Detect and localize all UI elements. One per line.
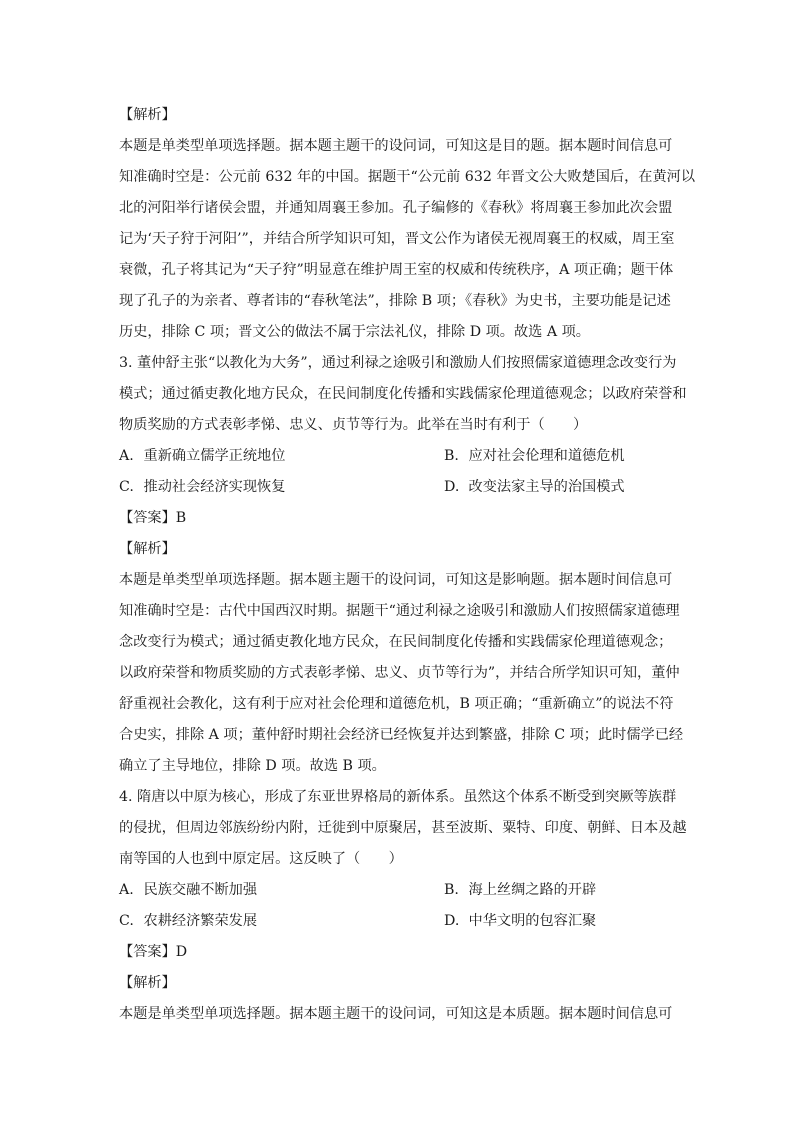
option-text: 中华文明的包容汇聚: [468, 913, 597, 929]
option-text: 农耕经济繁荣发展: [143, 913, 258, 929]
answer-label: 【答案】D: [119, 944, 188, 960]
option-c: [119, 472, 444, 503]
analysis-line: 历史，排除 C 项；晋文公的做法不属于宗法礼仪，排除 D 项。故选 A 项。: [119, 324, 590, 340]
question-stem-line: 的侵扰，但周边邻族纷纷内附，迁徙到中原聚居，甚至波斯、粟特、印度、朝鲜、日本及越: [119, 820, 687, 836]
analysis-line: 记为‘天子狩于河阳’”，并结合所学知识可知，晋文公作为诸侯无视周襄王的权威，周王室: [119, 231, 675, 247]
option-text: 改变法家主导的治国模式: [468, 479, 625, 495]
question-stem-line: 4. 隋唐以中原为核心，形成了东亚世界格局的新体系。虽然这个体系不断受到突厥等族群: [119, 789, 677, 805]
analysis-line: 衰微，孔子将其记为“天子狩”明显意在维护周王室的权威和传统秩序，A 项正确；题干体: [119, 262, 674, 278]
option-letter: B.: [444, 882, 459, 898]
option-text: 推动社会经济实现恢复: [143, 479, 286, 495]
analysis-heading: 【解析】: [119, 541, 176, 557]
options-row: [119, 906, 679, 937]
options-row: [119, 875, 679, 906]
analysis-line: 合史实，排除 A 项；董仲舒时期社会经济已经恢复并达到繁盛，排除 C 项；此时儒学已经: [119, 727, 684, 743]
analysis-line: 念改变行为模式；通过循吏教化地方民众，在民间制度化传播和实践儒家伦理道德观念；: [119, 634, 673, 650]
document-page: [119, 100, 696, 1030]
option-letter: D.: [444, 479, 460, 495]
answer-label: 【答案】B: [119, 510, 187, 526]
question-4: [119, 782, 687, 1030]
analysis-section-q2: [119, 100, 696, 348]
analysis-line: 舒重视社会教化，这有利于应对社会伦理和道德危机，B 项正确；“重新确立”的说法不符: [119, 696, 674, 712]
question-stem-line: 模式；通过循吏教化地方民众，在民间制度化传播和实践儒家伦理道德观念；以政府荣誉和: [119, 386, 687, 402]
analysis-line: 知准确时空是：公元前 632 年的中国。据题干“公元前 632 年晋文公大败楚国后，在黄河以: [119, 169, 696, 185]
analysis-line: 本题是单类型单项选择题。据本题主题干的设问词，可知这是目的题。据本题时间信息可: [119, 138, 673, 154]
analysis-heading: 【解析】: [119, 975, 176, 991]
option-letter: C.: [119, 913, 134, 929]
option-d: [444, 472, 679, 503]
option-text: 重新确立儒学正统地位: [143, 448, 286, 464]
analysis-line: 现了孔子的为亲者、尊者讳的“春秋笔法”，排除 B 项；《春秋》为史书，主要功能是记述: [119, 293, 671, 309]
option-letter: A.: [119, 882, 134, 898]
option-a: [119, 875, 444, 906]
question-stem-line: 3. 董仲舒主张“以教化为大务”，通过利禄之途吸引和激励人们按照儒家道德理念改变行为: [119, 355, 677, 371]
option-text: 海上丝绸之路的开辟: [468, 882, 597, 898]
option-letter: C.: [119, 479, 134, 495]
analysis-line: 北的河阳举行诸侯会盟，并通知周襄王参加。孔子编修的《春秋》将周襄王参加此次会盟: [119, 200, 673, 216]
option-letter: B.: [444, 448, 459, 464]
analysis-line: 知准确时空是：古代中国西汉时期。据题干“通过利禄之途吸引和激励人们按照儒家道德理: [119, 603, 680, 619]
analysis-line: 确立了主导地位，排除 D 项。故选 B 项。: [119, 758, 386, 774]
analysis-line: 以政府荣誉和物质奖励的方式表彰孝悌、忠义、贞节等行为”，并结合所学知识可知，董仲: [119, 665, 680, 681]
option-b: [444, 441, 679, 472]
option-letter: D.: [444, 913, 460, 929]
analysis-line: 本题是单类型单项选择题。据本题主题干的设问词，可知这是本质题。据本题时间信息可: [119, 1006, 673, 1022]
option-text: 民族交融不断加强: [143, 882, 258, 898]
option-a: [119, 441, 444, 472]
analysis-line: 本题是单类型单项选择题。据本题主题干的设问词，可知这是影响题。据本题时间信息可: [119, 572, 673, 588]
question-stem-line: 物质奖励的方式表彰孝悌、忠义、贞节等行为。此举在当时有利于（ ）: [119, 417, 588, 433]
option-text: 应对社会伦理和道德危机: [468, 448, 625, 464]
options-row: [119, 441, 679, 472]
analysis-heading: 【解析】: [119, 107, 176, 123]
options-row: [119, 472, 679, 503]
option-letter: A.: [119, 448, 134, 464]
question-3: [119, 348, 687, 782]
option-d: [444, 906, 679, 937]
option-b: [444, 875, 679, 906]
option-c: [119, 906, 444, 937]
question-stem-line: 南等国的人也到中原定居。这反映了（ ）: [119, 851, 403, 867]
